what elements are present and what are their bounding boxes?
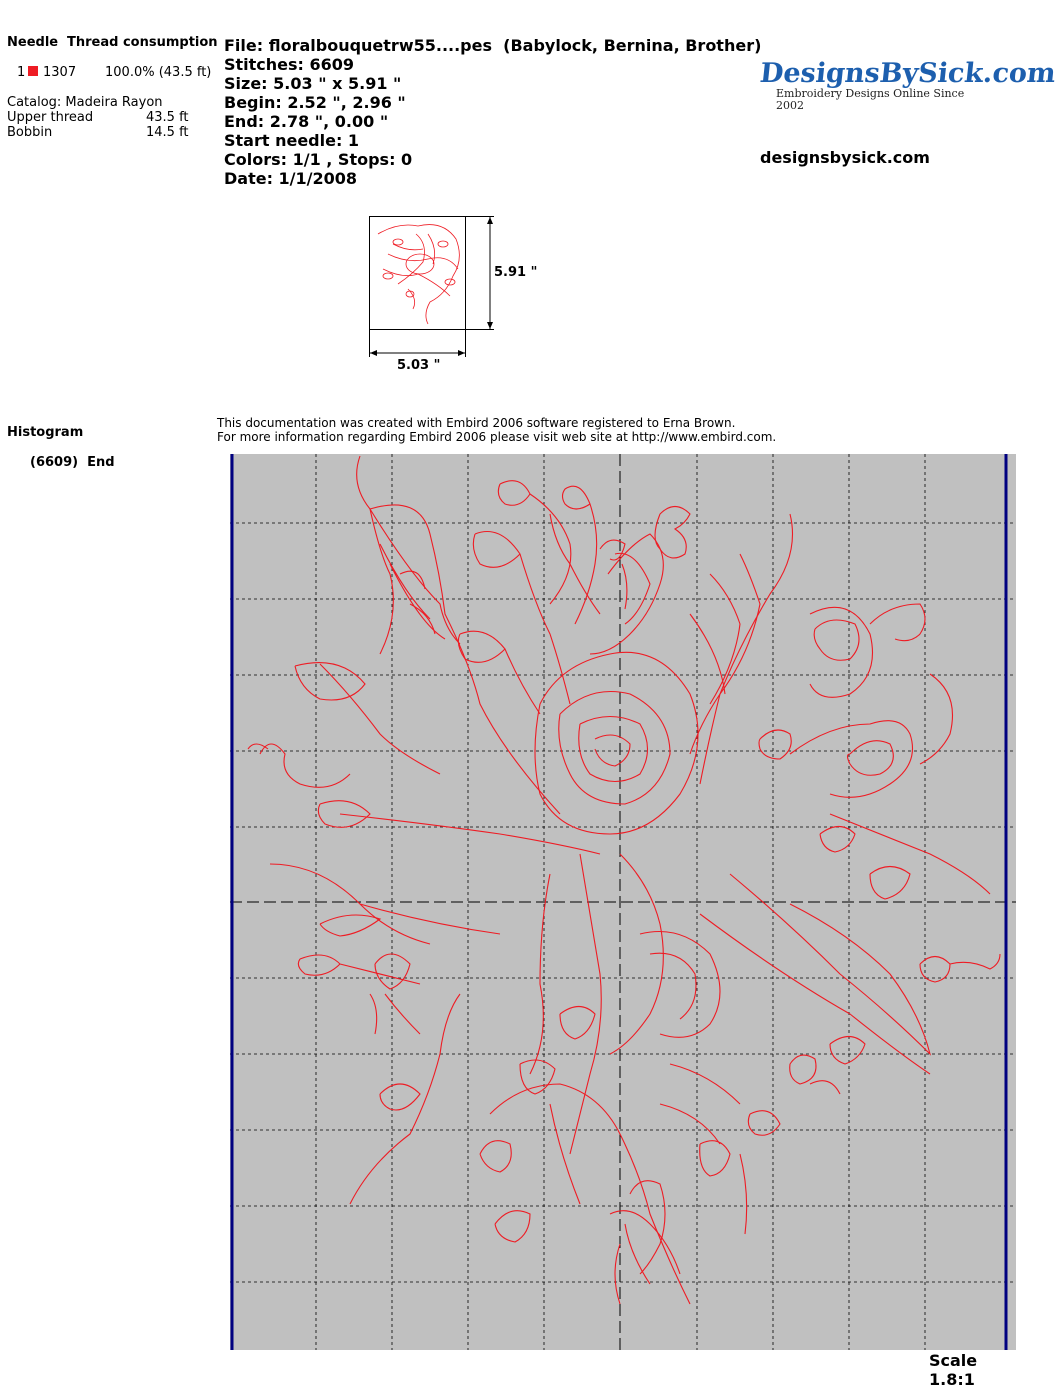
thread-color-swatch <box>28 66 38 76</box>
bobbin-value: 14.5 ft <box>146 125 189 140</box>
scale-label: Scale 1.8:1 <box>929 1351 978 1389</box>
credits-line-2: For more information regarding Embird 2006 please visit web site at http://www.embird.com. <box>217 430 777 444</box>
site-url: designsbysick.com <box>760 148 930 167</box>
brand-logo <box>758 58 1057 112</box>
credits-line-1: This documentation was created with Embird 2006 software registered to Erna Brown. <box>217 416 736 430</box>
thread-catalog: Catalog: Madeira Rayon <box>7 95 163 110</box>
upper-thread-label: Upper thread <box>7 110 94 125</box>
width-dimension-label: 5.03 " <box>397 358 441 373</box>
logo-text: DesignsBySick.com <box>758 58 1057 89</box>
begin-line: Begin: 2.52 ", 2.96 " <box>224 93 406 112</box>
file-line: File: floralbouquetrw55....pes (Babylock, Bernina, Brother) <box>224 36 762 55</box>
upper-thread-value: 43.5 ft <box>146 110 189 125</box>
date-line: Date: 1/1/2008 <box>224 169 358 188</box>
colors-line: Colors: 1/1 , Stops: 0 <box>224 150 413 169</box>
end-line: End: 2.78 ", 0.00 " <box>224 112 389 131</box>
histogram-entry: (6609) End <box>30 455 115 470</box>
height-dimension-label: 5.91 " <box>494 265 538 280</box>
thread-consumption-header: Thread consumption <box>67 35 218 50</box>
histogram-title: Histogram <box>7 425 84 440</box>
needle-number: 1 <box>17 65 26 80</box>
stitches-line: Stitches: 6609 <box>224 55 355 74</box>
credits <box>217 416 776 444</box>
design-info <box>224 36 761 188</box>
needle-header: Needle <box>7 35 59 50</box>
bobbin-label: Bobbin <box>7 125 53 140</box>
start-needle-line: Start needle: 1 <box>224 131 360 150</box>
thread-code: 1307 <box>43 65 77 80</box>
size-line: Size: 5.03 " x 5.91 " <box>224 74 402 93</box>
logo-tagline: Embroidery Designs Online Since 2002 <box>776 87 965 112</box>
design-sheet <box>230 454 1016 1350</box>
design-thumbnail <box>368 214 498 359</box>
thread-percent: 100.0% (43.5 ft) <box>105 65 212 80</box>
